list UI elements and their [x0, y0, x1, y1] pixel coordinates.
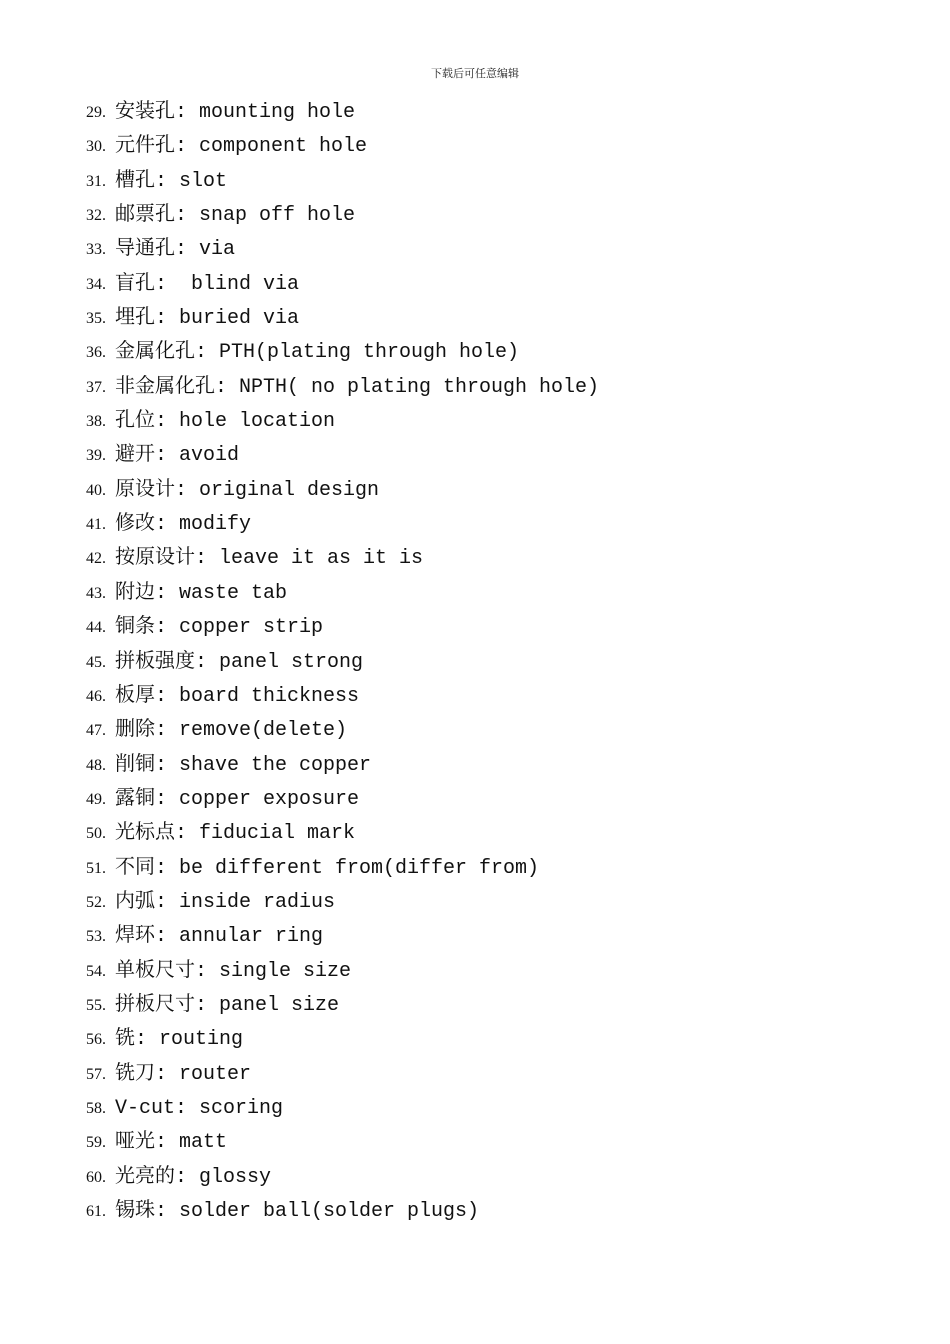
list-item: [86, 438, 906, 472]
page-header-note: 下载后可任意编辑: [431, 67, 519, 80]
item-text: 板厚: board thickness: [115, 684, 360, 708]
item-number: 52.: [86, 893, 106, 911]
item-number: 50.: [86, 825, 106, 843]
list-item: [86, 988, 906, 1022]
list-item: [86, 782, 906, 816]
item-number: 29.: [86, 104, 106, 121]
list-item: [86, 335, 906, 369]
item-text: 削铜: shave the copper: [115, 753, 372, 777]
item-number: 46.: [86, 687, 106, 705]
list-item: [86, 885, 906, 919]
item-text: 导通孔: via: [115, 238, 236, 262]
list-item: [86, 404, 906, 438]
list-item: [86, 129, 906, 163]
item-text: 光亮的: glossy: [115, 1165, 272, 1189]
item-text: 元件孔: component hole: [115, 135, 368, 159]
item-text: 安装孔: mounting hole: [115, 101, 356, 124]
item-text: 内弧: inside radius: [115, 890, 336, 914]
list-item: [86, 370, 906, 404]
item-number: 61.: [86, 1203, 106, 1220]
item-number: 49.: [86, 790, 106, 808]
item-number: 30.: [86, 138, 106, 156]
list-item: [86, 301, 906, 335]
list-item: [86, 748, 906, 782]
glossary-list: [86, 95, 906, 1228]
item-text: 哑光: matt: [115, 1131, 228, 1155]
item-number: 58.: [86, 1099, 106, 1117]
item-text: 拼板强度: panel strong: [115, 650, 364, 674]
item-number: 34.: [86, 275, 106, 293]
list-item: [86, 919, 906, 953]
item-text: 光标点: fiducial mark: [115, 822, 356, 846]
item-number: 45.: [86, 653, 106, 671]
list-item: [86, 713, 906, 747]
item-text: 孔位: hole location: [115, 410, 336, 434]
item-number: 31.: [86, 172, 106, 190]
list-item: [86, 851, 906, 885]
item-number: 59.: [86, 1134, 106, 1152]
item-text: 金属化孔: PTH(plating through hole): [115, 341, 520, 365]
list-item: [86, 198, 906, 232]
item-text: 露铜: copper exposure: [115, 787, 360, 811]
item-text: 按原设计: leave it as it is: [115, 547, 424, 571]
list-item: [86, 164, 906, 198]
item-text: 邮票孔: snap off hole: [115, 204, 356, 228]
list-item: [86, 1022, 906, 1056]
list-item: [86, 95, 906, 129]
item-number: 32.: [86, 207, 106, 225]
item-number: 55.: [86, 996, 106, 1014]
list-item: [86, 267, 906, 301]
list-item: [86, 1160, 906, 1194]
list-item: [86, 473, 906, 507]
item-number: 60.: [86, 1168, 106, 1186]
item-number: 35.: [86, 310, 106, 328]
item-text: 铣刀: router: [115, 1062, 252, 1086]
list-item: [86, 1057, 906, 1091]
list-item: [86, 679, 906, 713]
item-text: 附边: waste tab: [115, 581, 288, 605]
list-item: [86, 645, 906, 679]
list-item: [86, 507, 906, 541]
item-number: 56.: [86, 1031, 106, 1049]
list-item: [86, 816, 906, 850]
item-text: 槽孔: slot: [115, 169, 228, 193]
item-number: 39.: [86, 447, 106, 465]
list-item: [86, 1091, 906, 1125]
item-text: 焊环: annular ring: [115, 925, 324, 949]
list-item: [86, 576, 906, 610]
item-text: 原设计: original design: [115, 478, 380, 502]
item-text: 非金属化孔: NPTH( no plating through hole): [115, 375, 600, 399]
item-text: 修改: modify: [115, 513, 252, 537]
item-number: 38.: [86, 413, 106, 431]
item-number: 44.: [86, 619, 106, 637]
list-item: [86, 1125, 906, 1159]
item-number: 43.: [86, 584, 106, 602]
list-item: [86, 541, 906, 575]
item-number: 36.: [86, 344, 106, 362]
item-number: 54.: [86, 962, 106, 980]
list-item: [86, 954, 906, 988]
item-text: 铣: routing: [115, 1028, 244, 1052]
item-number: 48.: [86, 756, 106, 774]
item-text: 单板尺寸: single size: [115, 959, 352, 983]
item-text: 删除: remove(delete): [115, 719, 348, 743]
item-text: V-cut: scoring: [115, 1096, 284, 1120]
list-item: [86, 610, 906, 644]
item-text: 不同: be different from(differ from): [115, 856, 540, 880]
item-number: 47.: [86, 722, 106, 740]
item-number: 37.: [86, 378, 106, 396]
item-number: 40.: [86, 481, 106, 499]
item-text: 埋孔: buried via: [115, 307, 300, 331]
item-number: 41.: [86, 516, 106, 534]
list-item: [86, 1194, 906, 1228]
item-text: 盲孔: blind via: [115, 272, 300, 296]
item-number: 42.: [86, 550, 106, 568]
item-text: 拼板尺寸: panel size: [115, 993, 340, 1017]
list-item: [86, 232, 906, 266]
item-number: 33.: [86, 241, 106, 259]
item-number: 53.: [86, 928, 106, 946]
item-text: 锡珠: solder ball(solder plugs): [115, 1200, 480, 1223]
item-number: 57.: [86, 1065, 106, 1083]
item-text: 避开: avoid: [115, 444, 240, 468]
item-text: 铜条: copper strip: [115, 616, 324, 640]
item-number: 51.: [86, 859, 106, 877]
